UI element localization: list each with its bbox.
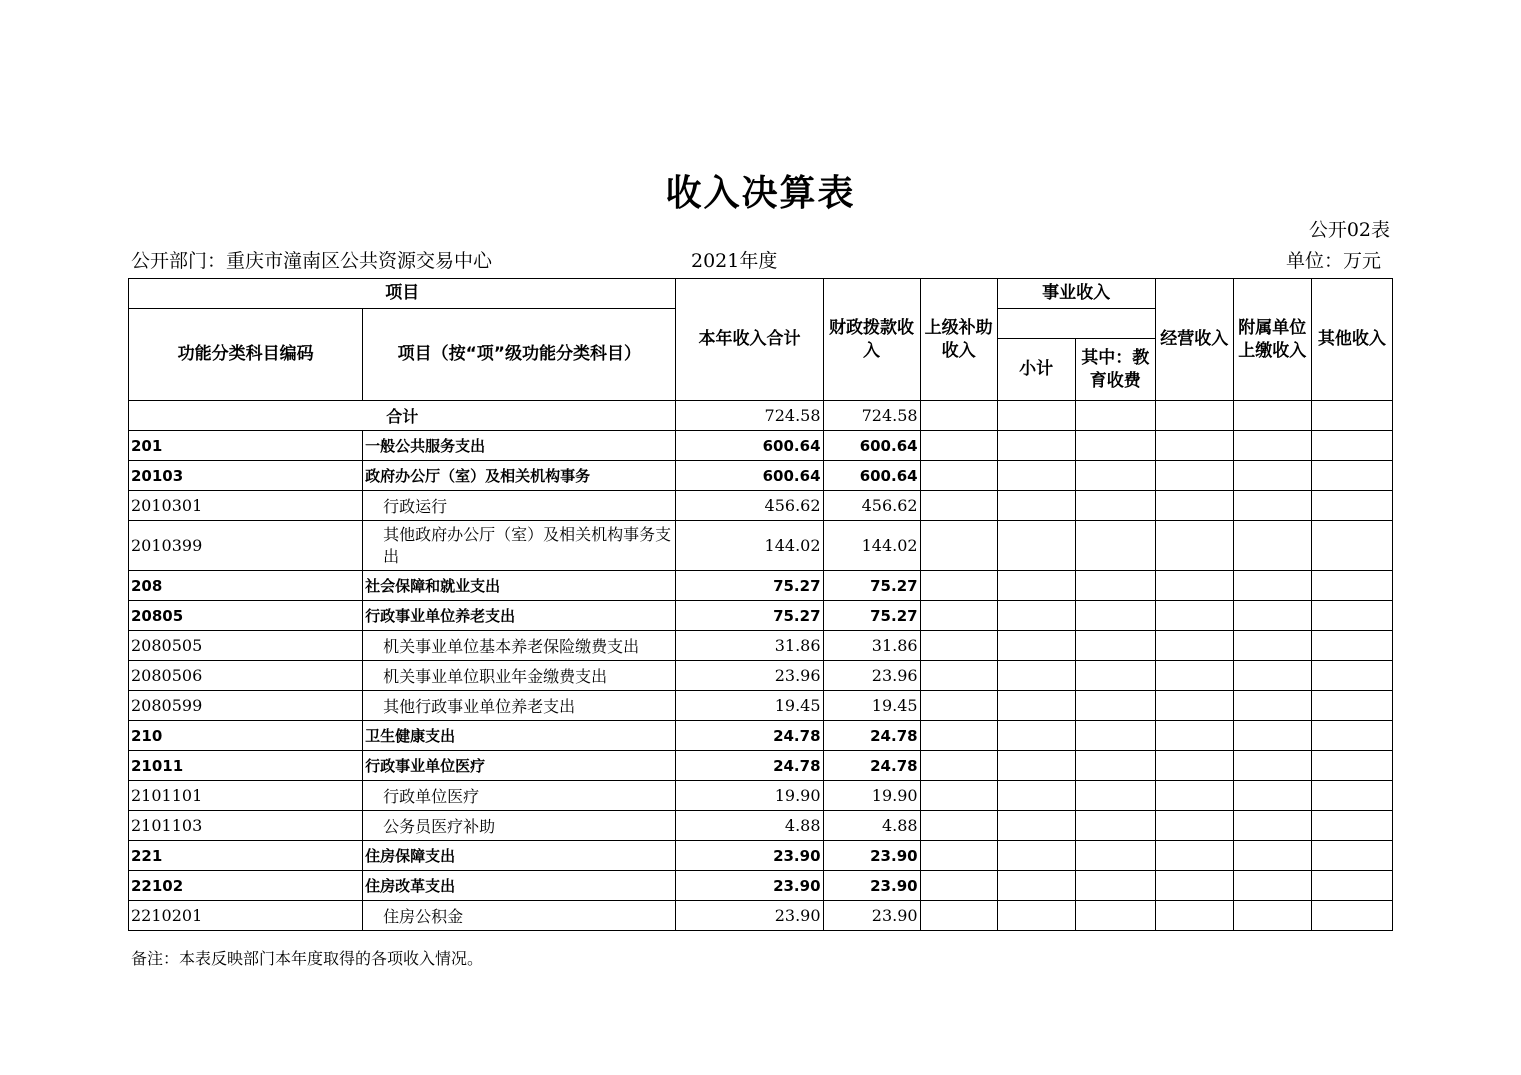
row-name: 住房改革支出	[363, 871, 676, 901]
row-total: 75.27	[676, 601, 823, 631]
row-total: 456.62	[676, 491, 823, 521]
row-fiscal: 23.90	[823, 901, 920, 931]
row-total: 31.86	[676, 631, 823, 661]
row-fiscal: 23.90	[823, 871, 920, 901]
header-project: 项目	[129, 279, 676, 309]
page-title: 收入决算表	[665, 173, 856, 214]
row-name: 机关事业单位职业年金缴费支出	[363, 661, 676, 691]
row-fiscal: 75.27	[823, 571, 920, 601]
row-fiscal: 23.96	[823, 661, 920, 691]
row-fiscal: 75.27	[823, 601, 920, 631]
row-total: 23.96	[676, 661, 823, 691]
row-total: 144.02	[676, 521, 823, 571]
row-total: 23.90	[676, 871, 823, 901]
table-row	[129, 901, 1393, 931]
table-row	[129, 631, 1393, 661]
header-total: 本年收入合计	[676, 279, 823, 401]
form-number: 公开02表	[1308, 219, 1390, 241]
row-name: 其他行政事业单位养老支出	[363, 691, 676, 721]
row-code: 2101103	[129, 811, 363, 841]
row-name: 住房公积金	[363, 901, 676, 931]
total-row	[129, 401, 1393, 431]
row-code: 2101101	[129, 781, 363, 811]
row-code: 2080505	[129, 631, 363, 661]
row-fiscal: 144.02	[823, 521, 920, 571]
row-name: 其他政府办公厅（室）及相关机构事务支出	[363, 521, 676, 571]
row-fiscal: 600.64	[823, 461, 920, 491]
row-name: 机关事业单位基本养老保险缴费支出	[363, 631, 676, 661]
header-other: 其他收入	[1311, 279, 1392, 401]
table-row	[129, 691, 1393, 721]
table-row	[129, 571, 1393, 601]
row-code: 2080599	[129, 691, 363, 721]
table-row	[129, 431, 1393, 461]
table-row	[129, 721, 1393, 751]
row-total: 23.90	[676, 901, 823, 931]
total-fiscal: 724.58	[823, 401, 920, 431]
table-row	[129, 811, 1393, 841]
row-fiscal: 23.90	[823, 841, 920, 871]
row-name: 一般公共服务支出	[363, 431, 676, 461]
row-fiscal: 456.62	[823, 491, 920, 521]
header-subtotal: 小计	[997, 339, 1075, 401]
department-label: 公开部门：重庆市潼南区公共资源交易中心	[131, 250, 493, 272]
table-row	[129, 491, 1393, 521]
table-row	[129, 871, 1393, 901]
row-fiscal: 600.64	[823, 431, 920, 461]
row-name: 社会保障和就业支出	[363, 571, 676, 601]
table-row	[129, 841, 1393, 871]
row-name: 行政事业单位养老支出	[363, 601, 676, 631]
total-amount: 724.58	[676, 401, 823, 431]
row-code: 21011	[129, 751, 363, 781]
row-code: 2010301	[129, 491, 363, 521]
header-affiliated: 附属单位上缴收入	[1233, 279, 1311, 401]
header-business: 事业收入	[997, 279, 1155, 309]
header-edu-fee: 其中：教育收费	[1075, 339, 1155, 401]
row-name: 行政运行	[363, 491, 676, 521]
row-code: 221	[129, 841, 363, 871]
row-code: 2080506	[129, 661, 363, 691]
row-total: 19.45	[676, 691, 823, 721]
row-code: 201	[129, 431, 363, 461]
row-name: 行政事业单位医疗	[363, 751, 676, 781]
row-total: 4.88	[676, 811, 823, 841]
total-label: 合计	[129, 401, 676, 431]
income-table	[128, 278, 1393, 931]
row-total: 19.90	[676, 781, 823, 811]
table-row	[129, 661, 1393, 691]
row-total: 24.78	[676, 721, 823, 751]
fiscal-year: 2021年度	[691, 250, 778, 272]
header-business-spacer	[997, 309, 1155, 339]
row-fiscal: 24.78	[823, 751, 920, 781]
row-code: 20103	[129, 461, 363, 491]
row-fiscal: 19.45	[823, 691, 920, 721]
row-fiscal: 31.86	[823, 631, 920, 661]
table-row	[129, 461, 1393, 491]
row-total: 75.27	[676, 571, 823, 601]
unit-label: 单位：万元	[1285, 250, 1381, 272]
row-name: 行政单位医疗	[363, 781, 676, 811]
row-total: 600.64	[676, 431, 823, 461]
header-fiscal: 财政拨款收入	[823, 279, 920, 401]
row-code: 208	[129, 571, 363, 601]
table-row	[129, 601, 1393, 631]
row-name: 公务员医疗补助	[363, 811, 676, 841]
table-row	[129, 751, 1393, 781]
row-code: 2210201	[129, 901, 363, 931]
header-func-code: 功能分类科目编码	[129, 309, 363, 401]
row-total: 600.64	[676, 461, 823, 491]
row-name: 住房保障支出	[363, 841, 676, 871]
row-total: 23.90	[676, 841, 823, 871]
table-row	[129, 521, 1393, 571]
row-code: 2010399	[129, 521, 363, 571]
row-total: 24.78	[676, 751, 823, 781]
row-code: 210	[129, 721, 363, 751]
header-operating: 经营收入	[1155, 279, 1233, 401]
row-fiscal: 4.88	[823, 811, 920, 841]
header-func-name: 项目（按“项”级功能分类科目）	[363, 309, 676, 401]
row-name: 卫生健康支出	[363, 721, 676, 751]
row-code: 22102	[129, 871, 363, 901]
row-code: 20805	[129, 601, 363, 631]
row-name: 政府办公厅（室）及相关机构事务	[363, 461, 676, 491]
header-subsidy: 上级补助收入	[920, 279, 997, 401]
row-fiscal: 24.78	[823, 721, 920, 751]
table-row	[129, 781, 1393, 811]
footnote: 备注：本表反映部门本年度取得的各项收入情况。	[131, 949, 484, 968]
row-fiscal: 19.90	[823, 781, 920, 811]
